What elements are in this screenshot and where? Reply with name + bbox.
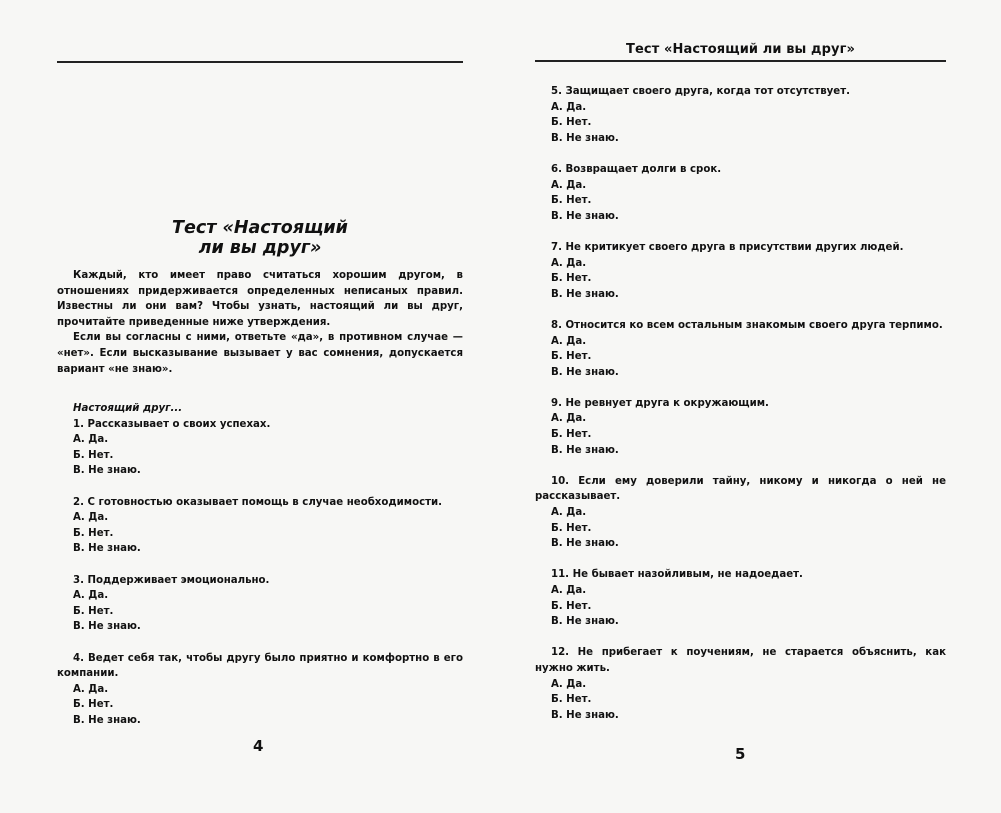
answer-option: Б. Нет. [551, 429, 592, 441]
answer-option: В. Не знаю. [551, 616, 619, 628]
question-item [535, 645, 946, 723]
question-text: 1. Рассказывает о своих успехах. [73, 418, 271, 430]
answer-option: Б. Нет. [551, 195, 592, 207]
question-text: 3. Поддерживает эмоционально. [73, 574, 270, 586]
answer-option: А. Да. [551, 585, 587, 596]
question-item [535, 84, 946, 146]
question-text: 2. С готовностью оказывает помощь в случае необходимости. [73, 496, 443, 508]
question-item [535, 396, 946, 458]
answer-option: А. Да. [551, 678, 587, 690]
intro-paragraph: Если вы согласны с ними, ответьте «да», в противном случае — «нет». Если высказывание вызывает у вас сомнения, допускается вариант «не знаю». [57, 332, 463, 375]
answer-option: В. Не знаю. [551, 366, 619, 378]
question-text: 6. Возвращает долги в срок. [551, 163, 722, 175]
test-title [57, 218, 463, 258]
question-text: 9. Не ревнует друга к окружающим. [551, 397, 769, 409]
answer-option: Б. Нет. [73, 449, 114, 461]
answer-option: В. Не знаю. [551, 444, 619, 456]
answer-option: А. Да. [551, 101, 587, 113]
answer-option: А. Да. [551, 179, 587, 191]
answer-option: А. Да. [551, 335, 587, 347]
answer-option: Б. Нет. [551, 694, 592, 706]
answer-option: В. Не знаю. [73, 621, 141, 633]
question-item [535, 567, 946, 629]
question-item [535, 240, 946, 302]
answer-option: В. Не знаю. [551, 132, 619, 144]
answer-option: А. Да. [73, 683, 109, 695]
question-list [535, 84, 946, 723]
answer-option: А. Да. [551, 507, 587, 519]
answer-option: В. Не знаю. [73, 465, 141, 477]
answer-option: В. Не знаю. [551, 210, 619, 222]
header-rule [535, 60, 946, 62]
answer-option: В. Не знаю. [551, 709, 619, 721]
answer-option: Б. Нет. [73, 605, 114, 617]
question-text: 7. Не критикует своего друга в присутствии других людей. [551, 241, 904, 253]
answer-option: А. Да. [73, 512, 109, 524]
answer-option: Б. Нет. [551, 522, 592, 534]
test-title-line-2: ли вы друг» [198, 238, 322, 258]
answer-option: Б. Нет. [551, 117, 592, 129]
question-item [535, 162, 946, 224]
question-item [57, 417, 463, 479]
running-head: Тест «Настоящий ли вы друг» [626, 42, 855, 57]
question-lead: Настоящий друг... [73, 403, 183, 414]
question-item [57, 573, 463, 635]
right-page [500, 0, 1001, 813]
answer-option: В. Не знаю. [73, 714, 141, 726]
page-number: 4 [253, 737, 264, 755]
answer-option: А. Да. [73, 590, 109, 602]
left-page [0, 0, 500, 813]
answer-option: Б. Нет. [551, 351, 592, 363]
answer-option: Б. Нет. [73, 699, 114, 711]
answer-option: А. Да. [551, 257, 587, 269]
page-number: 5 [735, 745, 746, 763]
question-text: 8. Относится ко всем остальным знакомым своего друга терпимо. [551, 319, 943, 331]
header-rule [57, 61, 463, 63]
answer-option: А. Да. [551, 413, 587, 425]
answer-option: В. Не знаю. [73, 543, 141, 555]
question-item [535, 318, 946, 380]
test-title-line-1: Тест «Настоящий [172, 218, 348, 238]
question-item [57, 651, 463, 729]
intro-paragraph: Каждый, кто имеет право считаться хорошим другом, в отношениях придерживается определенных неписаных правил. Известны ли они вам? Чтобы узнать, настоящий ли вы друг, прочитайте приведенные ниже утверждения. [57, 270, 463, 328]
intro-text [57, 268, 463, 377]
answer-option: В. Не знаю. [551, 538, 619, 550]
question-text: 10. Если ему доверили тайну, никому и никогда о ней не рассказывает. [535, 475, 946, 503]
question-list [57, 401, 463, 728]
answer-option: Б. Нет. [551, 273, 592, 285]
question-text: 12. Не прибегает к поучениям, не старается объяснить, как нужно жить. [535, 647, 946, 674]
question-text: 11. Не бывает назойливым, не надоедает. [551, 569, 803, 581]
question-text: 5. Защищает своего друга, когда тот отсутствует. [551, 86, 850, 97]
answer-option: Б. Нет. [551, 600, 592, 612]
answer-option: А. Да. [73, 434, 109, 446]
answer-option: В. Не знаю. [551, 288, 619, 300]
question-text: 4. Ведет себя так, чтобы другу было приятно и комфортно в его компании. [57, 652, 463, 680]
question-item [535, 474, 946, 552]
answer-option: Б. Нет. [73, 527, 114, 539]
question-item [57, 495, 463, 557]
